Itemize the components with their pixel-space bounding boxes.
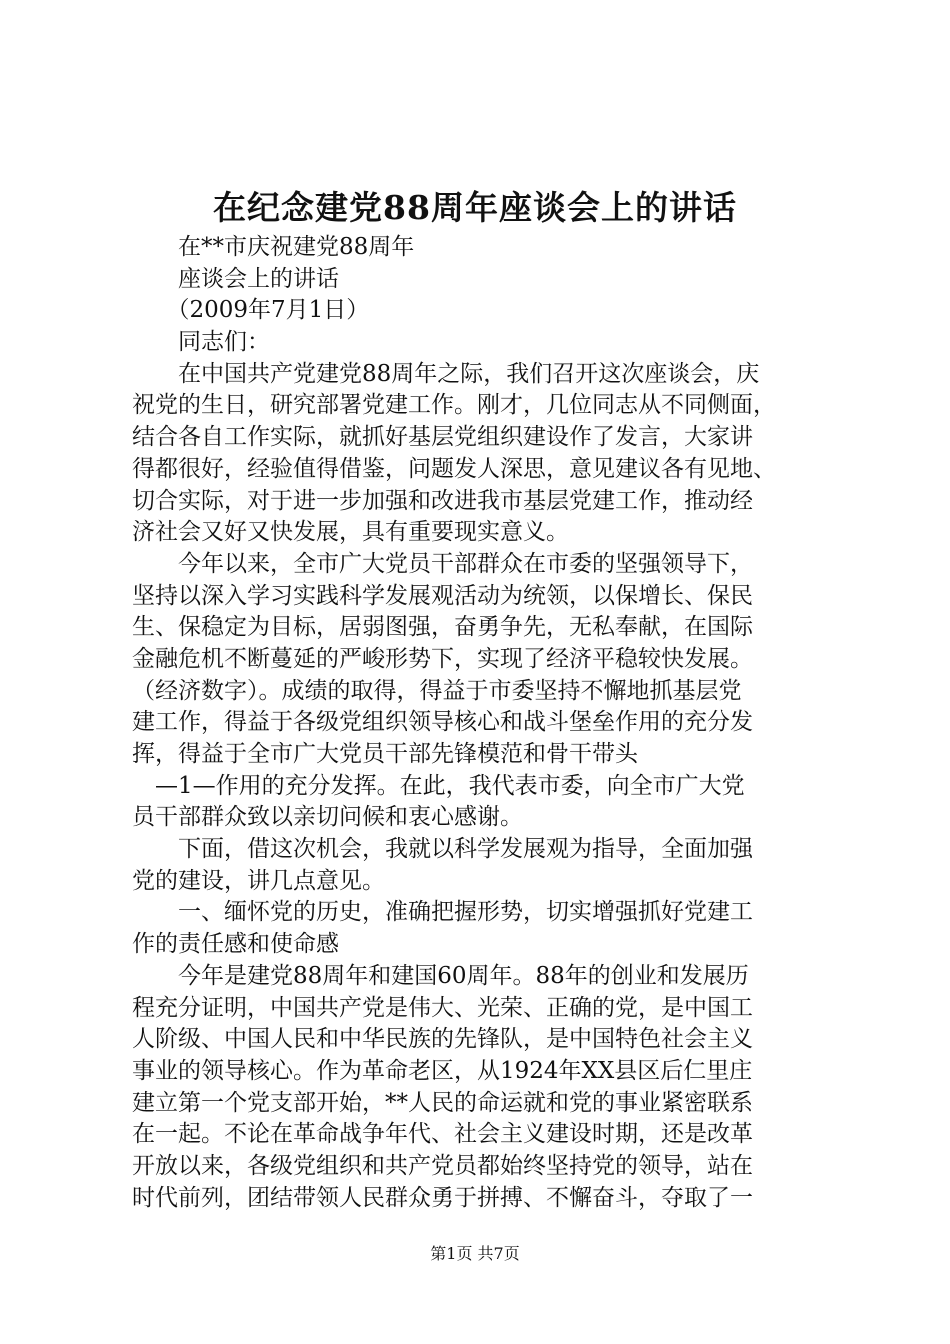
body-line: 下面，借这次机会，我就以科学发展观为指导，全面加强	[132, 836, 753, 863]
body-line: 作的责任感和使命感	[132, 931, 339, 958]
body-line: 同志们：	[132, 329, 270, 356]
body-line: （经济数字）。成绩的取得，得益于市委坚持不懈地抓基层党	[132, 677, 742, 704]
document-body	[132, 232, 832, 1214]
body-line: 今年以来，全市广大党员干部群众在市委的坚强领导下，	[132, 550, 753, 577]
body-line: 生、保稳定为目标，居弱图强，奋勇争先，无私奉献，在国际	[132, 614, 753, 641]
body-line: 在中国共产党建党88周年之际，我们召开这次座谈会，庆	[132, 360, 760, 387]
body-line: 党的建设，讲几点意见。	[132, 867, 385, 894]
body-line: 金融危机不断蔓延的严峻形势下，实现了经济平稳较快发展。	[132, 645, 753, 672]
body-line: 在**市庆祝建党88周年	[132, 234, 415, 260]
body-line: 在一起。不论在革命战争年代、社会主义建设时期，还是改革	[132, 1121, 753, 1148]
body-line: 坚持以深入学习实践科学发展观活动为统领，以保增长、保民	[132, 582, 753, 609]
body-line: 时代前列，团结带领人民群众勇于拼搏、不懈奋斗，夺取了一	[132, 1184, 753, 1211]
body-line: 员干部群众致以亲切问候和衷心感谢。	[132, 804, 523, 831]
body-line: 切合实际，对于进一步加强和改进我市基层党建工作，推动经	[132, 487, 753, 514]
body-line: 事业的领导核心。作为革命老区，从1924年XX县区后仁里庄	[132, 1057, 753, 1084]
body-line: 一、缅怀党的历史，准确把握形势，切实增强抓好党建工	[132, 899, 753, 926]
body-line: 座谈会上的讲话	[132, 265, 339, 292]
body-line: （2009年7月1日）	[132, 297, 370, 324]
body-line: 程充分证明，中国共产党是伟大、光荣、正确的党，是中国工	[132, 994, 753, 1021]
body-line: 建立第一个党支部开始，**人民的命运就和党的事业紧密联系	[132, 1089, 753, 1116]
body-line: 结合各自工作实际，就抓好基层党组织建设作了发言，大家讲	[132, 424, 753, 451]
body-line: 济社会又好又快发展，具有重要现实意义。	[132, 519, 569, 546]
body-line: —1—作用的充分发挥。在此，我代表市委，向全市广大党	[132, 772, 745, 799]
page-number-footer: 第1页 共7页	[430, 1244, 520, 1263]
body-line: 挥，得益于全市广大党员干部先锋模范和骨干带头	[132, 741, 638, 767]
body-line: 得都很好，经验值得借鉴，问题发人深思，意见建议各有见地、	[132, 455, 776, 482]
body-line: 今年是建党88周年和建国60周年。88年的创业和发展历	[132, 962, 749, 989]
body-line: 开放以来，各级党组织和共产党员都始终坚持党的领导，站在	[132, 1152, 753, 1179]
body-line: 人阶级、中国人民和中华民族的先锋队，是中国特色社会主义	[132, 1026, 753, 1053]
body-line: 祝党的生日，研究部署党建工作。刚才，几位同志从不同侧面，	[132, 392, 776, 419]
body-line: 建工作，得益于各级党组织领导核心和战斗堡垒作用的充分发	[132, 709, 753, 736]
document-title: 在纪念建党88周年座谈会上的讲话	[213, 188, 737, 227]
